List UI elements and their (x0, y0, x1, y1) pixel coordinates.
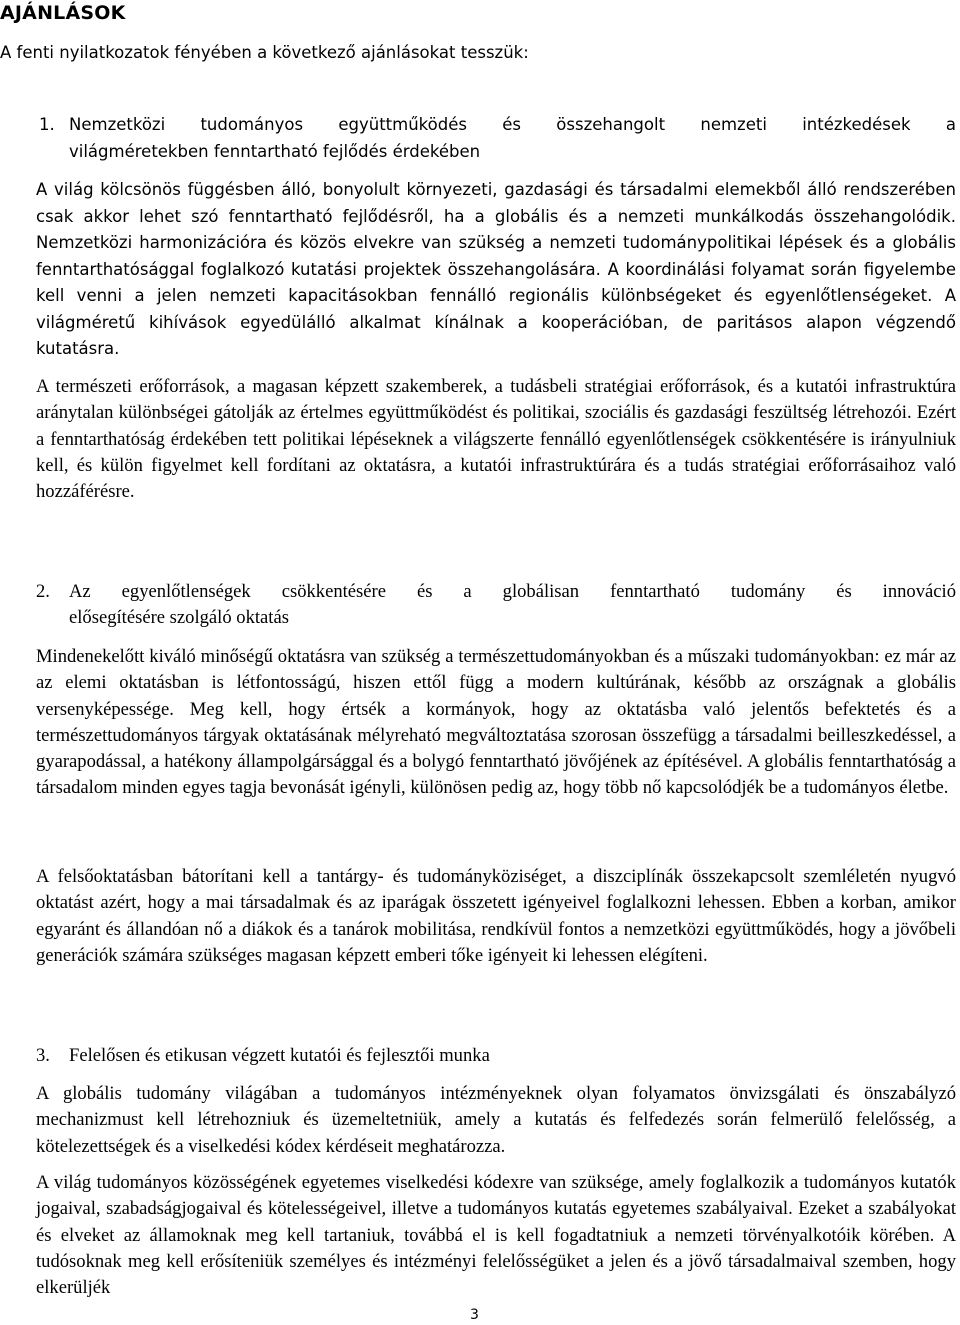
section-1-number: 1. (39, 115, 55, 134)
page-heading: AJÁNLÁSOK (0, 2, 126, 24)
section-1-paragraph-2: A természeti erőforrások, a magasan képzett szakemberek, a tudásbeli stratégiai erőforrások, és a kutatói infrastruktúra aránytalan különbségei gátolják az értelmes együttműködést és politikai, szociális és gazdasági feszültség létrehozói. Ezért a fenntarthatóság érdekében tett politikai lépéseknek a világszerte fennálló egyenlőtlenségek csökkentésére is irányulniuk kell, és külön figyelmet kell fordítani az oktatásra, a kutatói infrastruktúrára és a tudás stratégiai erőforrásaihoz való hozzáférésre. (36, 376, 956, 503)
section-2-title-line-1: Az egyenlőtlenségek csökkentésére és a globálisan fenntartható tudomány és innováció (69, 581, 956, 602)
section-2-paragraph-2: A felsőoktatásban bátorítani kell a tantárgy- és tudományköziséget, a diszciplínák összekapcsolt szemléletén nyugvó oktatást azért, hogy a mai társadalmak és az iparágak összetett igényeivel foglalkozni lehessen. Ebben a korban, amikor egyaránt és állandóan nő a diákok és a tanárok mobilitása, rendkívül fontos a nemzetközi együttműködés, hogy a jövőbeli generációk számára szükséges magasan képzett emberi tőke igényeit ki lehessen elégíteni. (36, 866, 956, 966)
section-3-title: Felelősen és etikusan végzett kutatói és fejlesztői munka (69, 1045, 490, 1066)
intro-text: A fenti nyilatkozatok fényében a következő ajánlásokat tesszük: (0, 43, 529, 62)
section-1-title-line-1: Nemzetközi tudományos együttműködés és összehangolt nemzeti intézkedések a (69, 115, 956, 134)
section-3-paragraph-2: A világ tudományos közösségének egyetemes viselkedési kódexre van szüksége, amely foglalkozik a tudományos kutatók jogaival, szabadságjogaival és kötelességeivel, illetve a tudományos kutatás egyetemes szabályaival. Ezeket a szabályokat és elveket az államoknak meg kell tartaniuk, továbbá el is kell fogadtatniuk a nemzeti törvényalkotóik körében. A tudósoknak meg kell erősíteniük személyes és intézményi felelősségüket a jelen és a jövő társadalmaival szemben, hogy elkerüljék (36, 1172, 956, 1299)
section-1-paragraph-1: A világ kölcsönös függésben álló, bonyolult környezeti, gazdasági és társadalmi elemekből álló rendszerében csak akkor lehet szó fenntartható fejlődésről, ha a globális és a nemzeti munkálkodás összehangolódik. Nemzetközi harmonizációra és közös elvekre van szükség a nemzeti tudománypolitikai lépések és a globális fenntarthatósággal foglalkozó kutatási projektek összehangolására. A koordinálási folyamat során figyelembe kell venni a jelen nemzeti kapacitásokban fennálló regionális különbségeket és egyenlőtlenségeket. A világméretű kihívások egyedülálló alkalmat kínálnak a kooperációban, de paritásos alapon végzendő kutatásra. (36, 180, 956, 358)
section-3-paragraph-1: A globális tudomány világában a tudományos intézményeknek olyan folyamatos önvizsgálati és önszabályzó mechanizmust kell létrehozniuk és üzemeltetniük, amely a kutatás és felfedezés során felmerülő felelősség, a kötelezettségek és a viselkedési kódex kérdéseit meghatározza. (36, 1083, 956, 1157)
page-number: 3 (470, 1307, 479, 1323)
section-2-title-line-2: elősegítésére szolgáló oktatás (69, 607, 289, 628)
section-2-number: 2. (36, 581, 50, 602)
section-3-number: 3. (36, 1045, 50, 1066)
section-2-paragraph-1: Mindenekelőtt kiváló minőségű oktatásra van szükség a természettudományokban és a műszaki tudományokban: ez már az az elemi oktatásban is létfontosságú, hiszen ettől függ a modern kultúrának, később az országnak a globális versenyképessége. Meg kell, hogy értsék a kormányok, hogy az oktatásba való jelentős befektetés és a természettudományos tárgyak oktatásának mélyreható megváltoztatása szorosan összefügg a társadalmi beilleszkedéssel, a gyarapodással, a hatékony állampolgársággal és a bolygó fenntartható jövőjének az építésével. A globális fenntarthatóság a társadalom minden egyes tagja bevonását igényli, különösen pedig az, hogy több nő kapcsolódjék be a tudományos életbe. (36, 646, 956, 799)
section-1-title-line-2: világméretekben fenntartható fejlődés érdekében (69, 142, 481, 161)
